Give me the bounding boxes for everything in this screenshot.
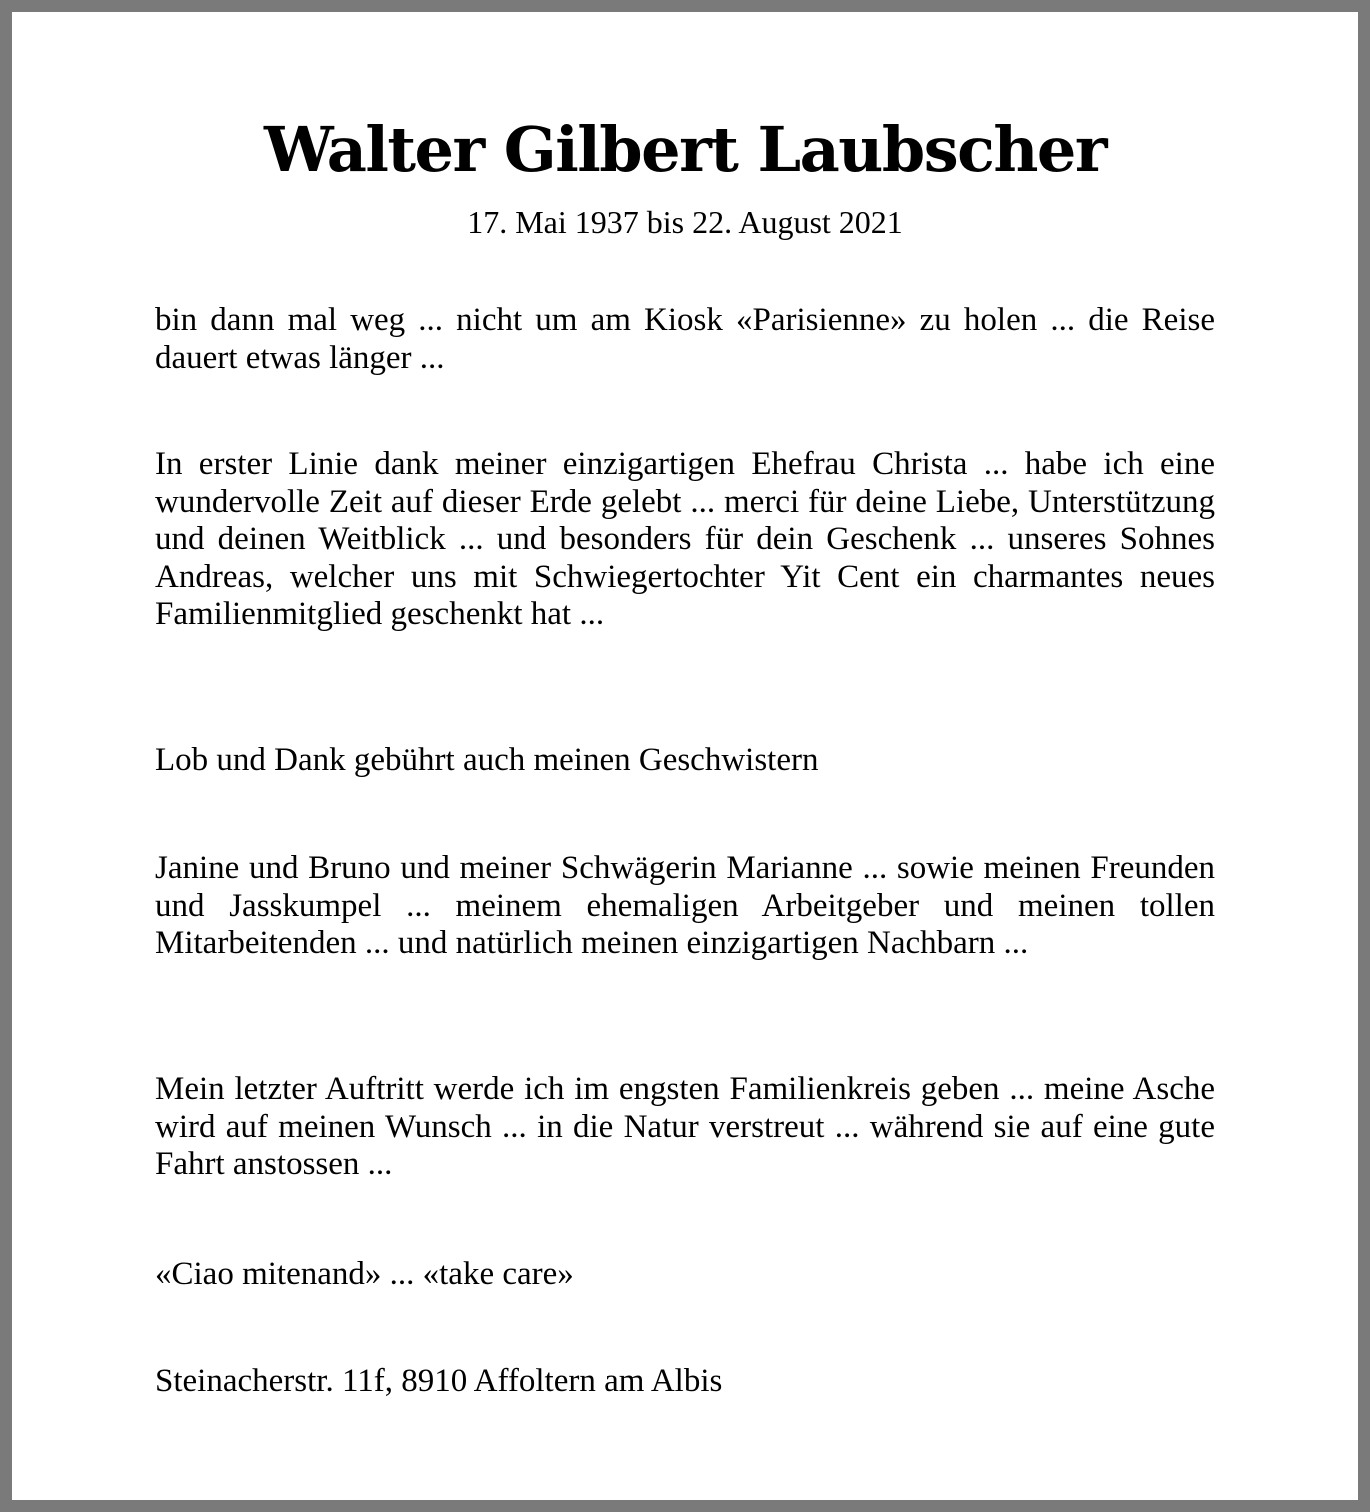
life-dates: 17. Mai 1937 bis 22. August 2021	[467, 204, 903, 240]
paragraph-last-appearance: Mein letzter Auftritt werde ich im engsten Familienkreis geben ... meine Asche wird auf meinen Wunsch ... in die Natur verstreut ... während sie auf eine gute Fahrt anstossen ...	[155, 1071, 1215, 1182]
paragraph-wife-family: In erster Linie dank meiner einzigartigen Ehefrau Christa ... habe ich eine wundervolle Zeit auf dieser Erde gelebt ... merci für deine Liebe, Unterstützung und deinen Weitblick ... und besonders für dein Geschenk ... unseres Sohnes Andreas, welcher uns mit Schwiegertochter Yit Cent ein charmantes neues Familienmitglied geschenkt hat ...	[155, 446, 1215, 632]
paragraph-goodbye: «Ciao mitenand» ... «take care»	[155, 1256, 574, 1292]
paragraph-thanks: Janine und Bruno und meiner Schwägerin Marianne ... sowie meinen Freunden und Jasskumpel ... meinem ehemaligen Arbeitgeber und meinen tollen Mitarbeitenden ... und natürlich meinen einzigartigen Nachbarn ...	[155, 850, 1215, 961]
address: Steinacherstr. 11f, 8910 Affoltern am Albis	[155, 1363, 723, 1399]
paragraph-siblings: Lob und Dank gebührt auch meinen Geschwistern	[155, 742, 819, 778]
obituary-page	[12, 12, 1358, 1500]
paragraph-farewell: bin dann mal weg ... nicht um am Kiosk «Parisienne» zu holen ... die Reise dauert etwas länger ...	[155, 302, 1215, 376]
deceased-name: Walter Gilbert Laubscher	[263, 113, 1107, 186]
